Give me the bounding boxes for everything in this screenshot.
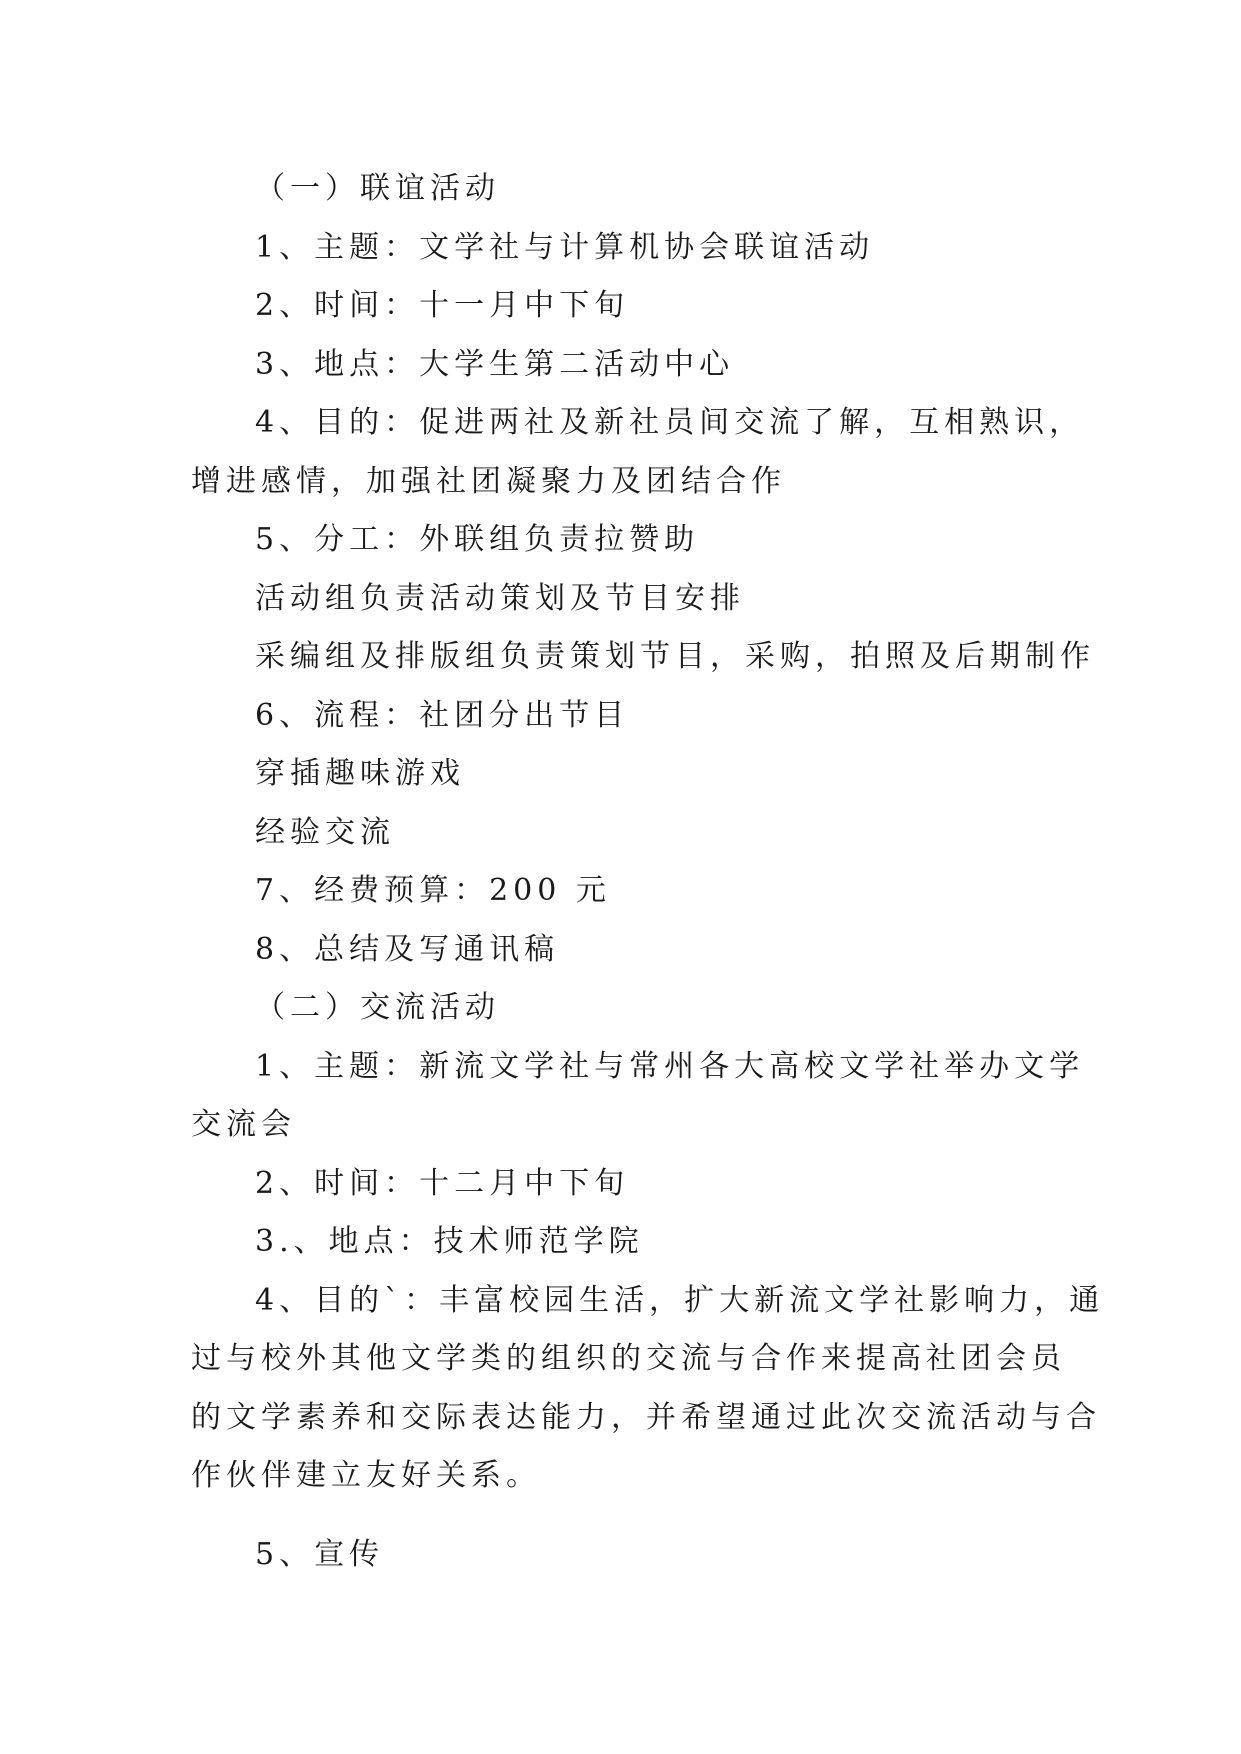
paragraph-line: 交流会 (191, 1107, 296, 1142)
paragraph-line: 采编组及排版组负责策划节目，采购，拍照及后期制作 (255, 639, 1095, 674)
paragraph-line: 3、地点：大学生第二活动中心 (255, 346, 735, 382)
paragraph-gap (191, 1506, 1066, 1526)
paragraph-line: 的文学素养和交际表达能力，并希望通过此次交流活动与合 (191, 1399, 1101, 1435)
paragraph-line: 1、主题：文学社与计算机协会联谊活动 (255, 229, 875, 265)
paragraph-line: 增进感情，加强社团凝聚力及团结合作 (191, 463, 786, 499)
paragraph-line: 4、目的：促进两社及新社员间交流了解，互相熟识， (255, 405, 1085, 440)
paragraph-line: 活动组负责活动策划及节目安排 (255, 580, 745, 616)
paragraph-line: 5、分工：外联组负责拉赞助 (255, 522, 700, 557)
paragraph-line: 5、宣传 (255, 1536, 385, 1572)
section-heading-1: （一）联谊活动 (255, 171, 500, 206)
section-heading-2: （二）交流活动 (255, 990, 500, 1025)
paragraph-line: 3.、地点：技术师范学院 (255, 1224, 644, 1259)
paragraph-line: 8、总结及写通讯稿 (255, 931, 560, 967)
paragraph-line: 过与校外其他文学类的组织的交流与合作来提高社团会员 (191, 1341, 1066, 1376)
paragraph-line: 1、主题：新流文学社与常州各大高校文学社举办文学 (255, 1048, 1085, 1084)
paragraph-line: 2、时间：十一月中下旬 (255, 288, 630, 323)
paragraph-line: 7、经费预算：200 元 (255, 873, 611, 908)
paragraph-line: 2、时间：十二月中下旬 (255, 1165, 630, 1201)
paragraph-line: 4、目的`：丰富校园生活，扩大新流文学社影响力，通 (255, 1282, 1105, 1318)
document-body (191, 160, 1105, 1584)
paragraph-line: 作伙伴建立友好关系。 (191, 1458, 541, 1493)
paragraph-line: 经验交流 (255, 814, 395, 850)
paragraph-line: 6、流程：社团分出节目 (255, 697, 630, 733)
paragraph-line: 穿插趣味游戏 (255, 756, 465, 791)
